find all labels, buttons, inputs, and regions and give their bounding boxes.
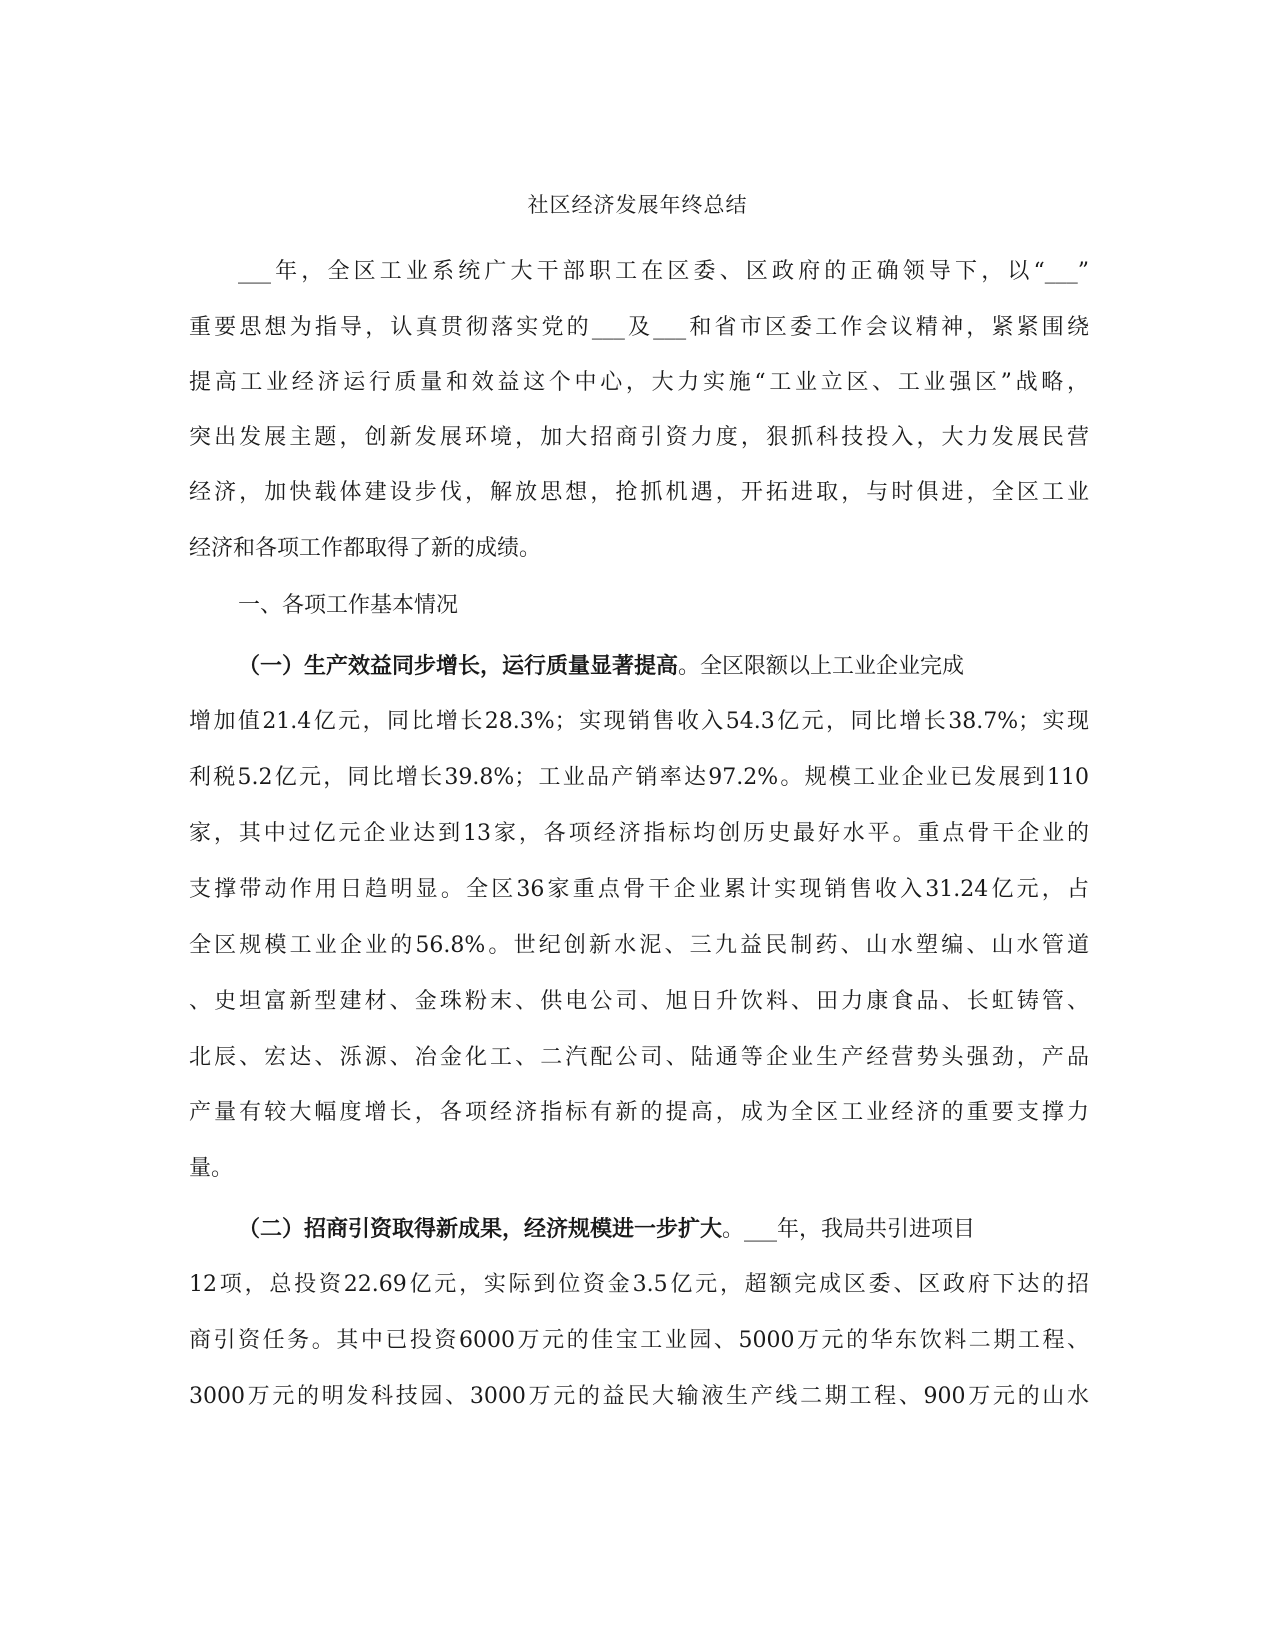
subsection-heading: （一）生产效益同步增长，运行质量显著提高 [238,653,679,679]
paragraph-line: 量。 [189,1156,234,1181]
subsection-text: 。___年，我局共引进项目 [722,1217,976,1242]
document-title: 社区经济发展年终总结 [527,193,748,217]
subsection-text: 。全区限额以上工业企业完成 [678,654,965,679]
paragraph-line: 提高工业经济运行质量和效益这个中心，大力实施“工业立区、工业强区”战略， [189,370,1089,395]
paragraph-line: 重要思想为指导，认真贯彻落实党的___及___和省市区委工作会议精神，紧紧围绕 [189,315,1089,340]
paragraph-line: 经济，加快载体建设步伐，解放思想，抢抓机遇，开拓进取，与时俱进，全区工业 [189,480,1089,505]
paragraph-line: 12项，总投资22.69亿元，实际到位资金3.5亿元，超额完成区委、区政府下达的招 [189,1272,1089,1297]
paragraph-line: 全区规模工业企业的56.8%。世纪创新水泥、三九益民制药、山水塑编、山水管道 [189,933,1089,958]
subsection-heading: （二）招商引资取得新成果，经济规模进一步扩大 [238,1216,723,1242]
paragraph-line: 经济和各项工作都取得了新的成绩。 [189,536,542,561]
paragraph-line: 支撑带动作用日趋明显。全区36家重点骨干企业累计实现销售收入31.24亿元，占 [189,877,1089,902]
paragraph-line: ___年，全区工业系统广大干部职工在区委、区政府的正确领导下，以“___” [238,259,1089,284]
paragraph-line: 产量有较大幅度增长，各项经济指标有新的提高，成为全区工业经济的重要支撑力 [189,1100,1089,1125]
paragraph-line: 增加值21.4亿元，同比增长28.3%；实现销售收入54.3亿元，同比增长38.7%；实现 [189,709,1089,734]
subsection-line [238,1213,1089,1246]
paragraph-line: 突出发展主题，创新发展环境，加大招商引资力度，狠抓科技投入，大力发展民营 [189,425,1089,450]
paragraph-line: 利税5.2亿元，同比增长39.8%；工业品产销率达97.2%。规模工业企业已发展到110 [189,765,1089,790]
paragraph-line: 北辰、宏达、泺源、冶金化工、二汽配公司、陆通等企业生产经营势头强劲，产品 [189,1045,1089,1070]
paragraph-line: 、史坦富新型建材、金珠粉末、供电公司、旭日升饮料、田力康食品、长虹铸管、 [189,989,1089,1014]
section-heading: 一、各项工作基本情况 [238,593,459,618]
paragraph-line: 3000万元的明发科技园、3000万元的益民大输液生产线二期工程、900万元的山水 [189,1384,1089,1409]
paragraph-line: 商引资任务。其中已投资6000万元的佳宝工业园、5000万元的华东饮料二期工程、 [189,1328,1089,1353]
paragraph-line: 家，其中过亿元企业达到13家，各项经济指标均创历史最好水平。重点骨干企业的 [189,821,1089,846]
subsection-line [238,650,1089,683]
